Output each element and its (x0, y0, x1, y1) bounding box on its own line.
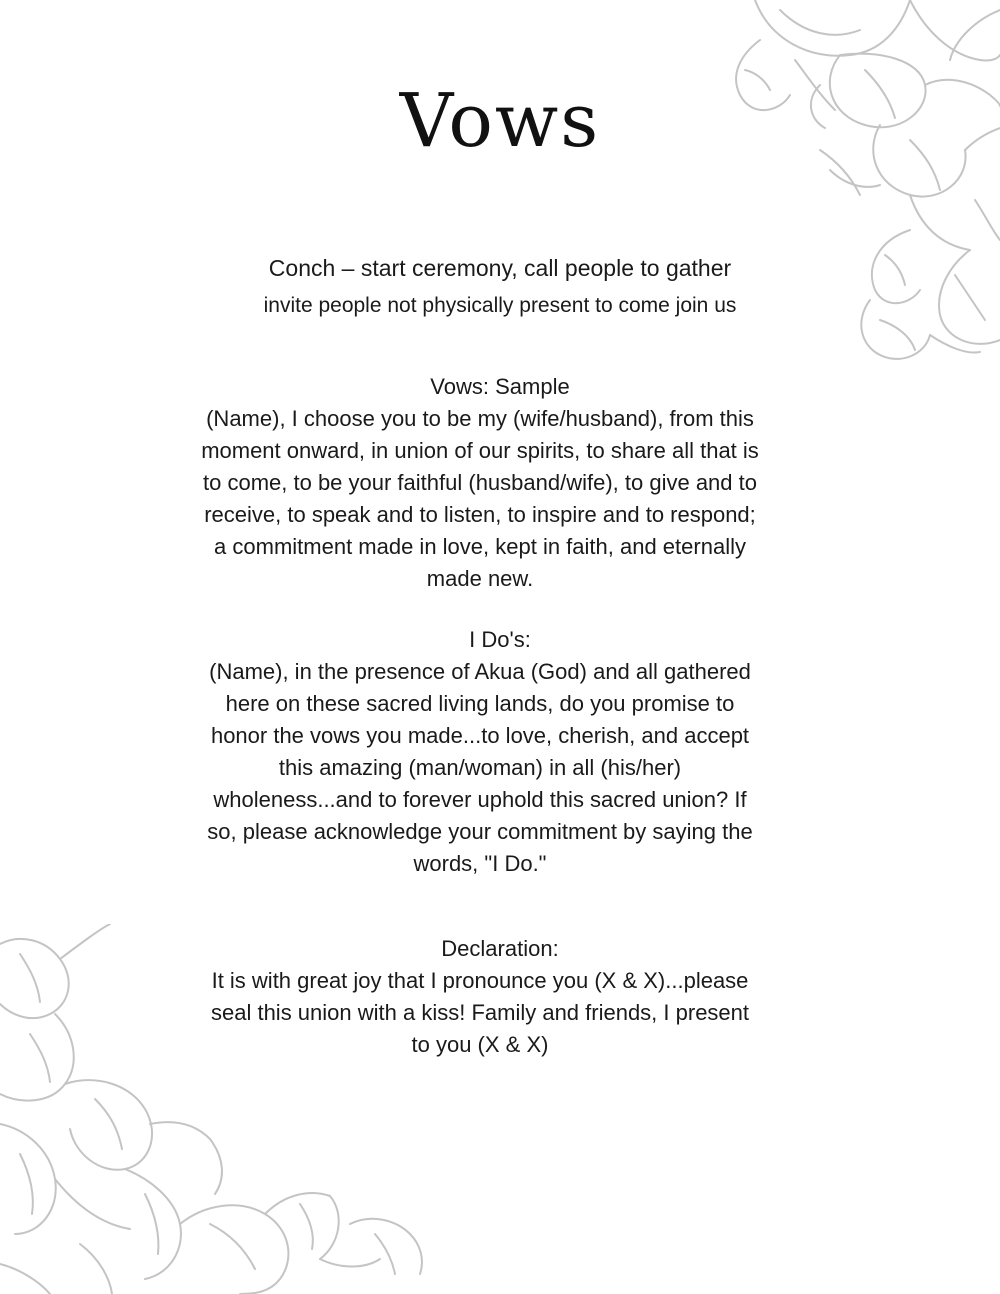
vows-section (200, 371, 800, 595)
intro-block (200, 252, 800, 320)
idos-body: (Name), in the presence of Akua (God) and all gathered here on these sacred living lands, do you promise to honor the vows you made...to love, cherish, and accept this amazing (man/woman) in all (his/her) wholeness...and to forever uphold this sacred union? If so, please acknowledge your commitment by saying the words, "I Do." (207, 659, 753, 876)
page-title: Vows (399, 78, 601, 164)
declaration-section (200, 933, 800, 1061)
idos-section (200, 624, 800, 880)
idos-heading: I Do's: (469, 627, 531, 652)
intro-line-invite: invite people not physically present to come join us (263, 294, 737, 317)
intro-line-conch: Conch – start ceremony, call people to gather (268, 255, 732, 281)
declaration-heading: Declaration: (441, 936, 559, 961)
vows-heading: Vows: Sample (430, 374, 570, 399)
vows-body: (Name), I choose you to be my (wife/husband), from this moment onward, in union of our spirits, to share all that is to come, to be your faithful (husband/wife), to give and to receive, to speak and to listen, to inspire and to respond; a commitment made in love, kept in faith, and eternally made new. (201, 406, 759, 591)
declaration-body: It is with great joy that I pronounce you (X & X)...please seal this union with a kiss! Family and friends, I present to you (X & X) (210, 968, 750, 1057)
